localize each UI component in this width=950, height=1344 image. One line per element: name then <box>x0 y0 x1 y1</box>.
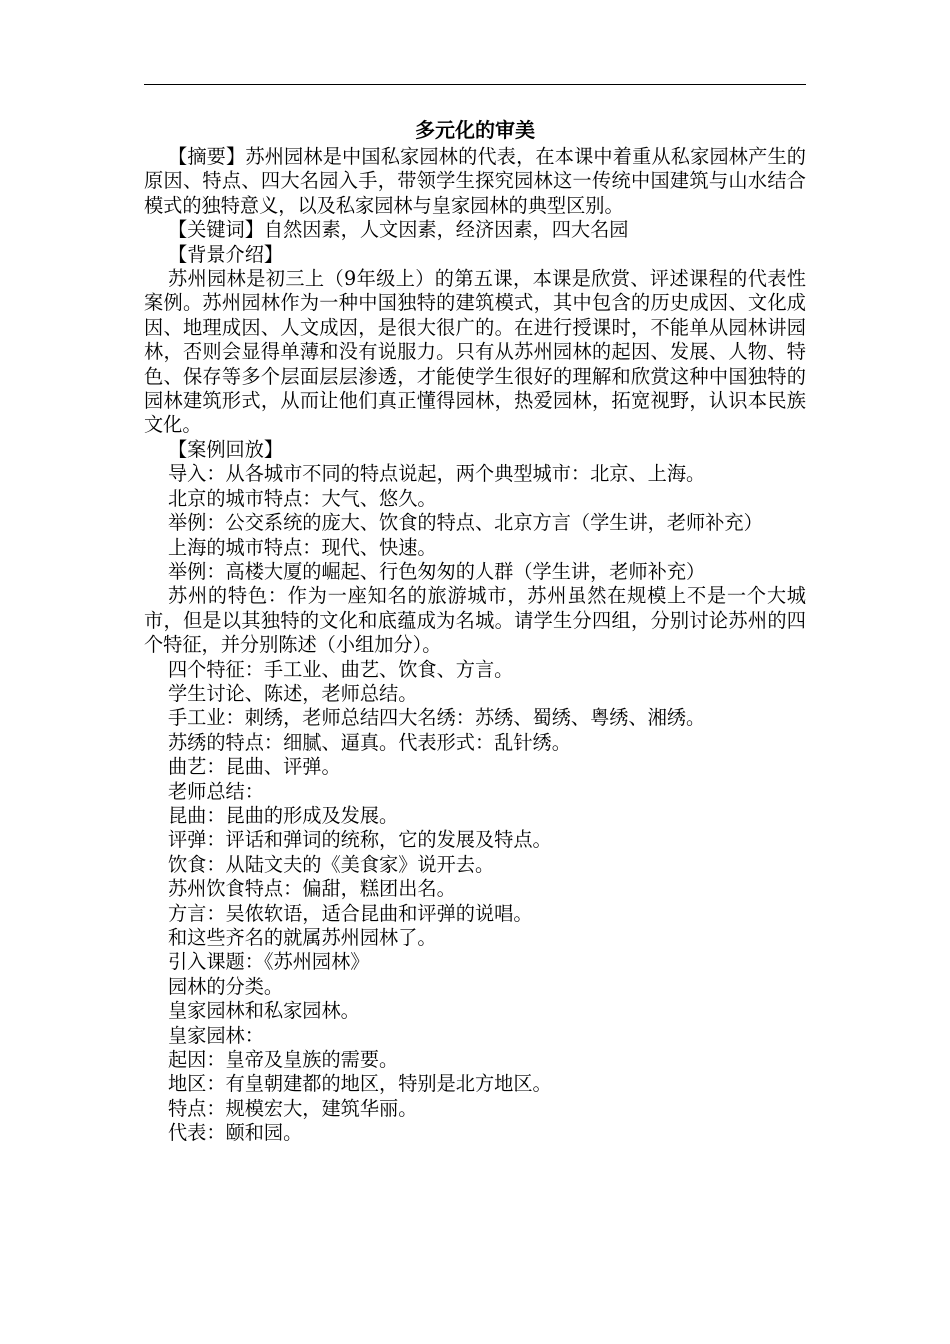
case-line: 北京的城市特点：大气、悠久。 <box>168 486 437 510</box>
case-line: 手工业：刺绣，老师总结四大名绣：苏绣、蜀绣、粤绣、湘绣。 <box>168 706 706 730</box>
case-line: 四个特征：手工业、曲艺、饮食、方言。 <box>168 657 514 681</box>
case-line: 举例：高楼大厦的崛起、行色匆匆的人群（学生讲，老师补充） <box>168 559 706 583</box>
document-title: 多元化的审美 <box>415 118 535 142</box>
case-line: 方言：吴侬软语，适合昆曲和评弹的说唱。 <box>168 901 533 925</box>
case-line: 园林的分类。 <box>168 974 284 998</box>
case-line: 苏州饮食特点：偏甜，糕团出名。 <box>168 877 456 901</box>
case-line: 曲艺：昆曲、评弹。 <box>168 755 341 779</box>
case-line: 苏绣的特点：细腻、逼真。代表形式：乱针绣。 <box>168 730 571 754</box>
case-line: 特点：规模宏大，建筑华丽。 <box>168 1096 418 1120</box>
case-line: 学生讨论、陈述，老师总结。 <box>168 681 418 705</box>
case-line: 地区：有皇朝建都的地区，特别是北方地区。 <box>168 1072 552 1096</box>
document-body <box>144 118 806 1146</box>
keywords-line: 【关键词】自然因素，人文因素，经济因素，四大名园 <box>168 218 629 242</box>
header-rule <box>144 84 806 85</box>
case-line: 饮食：从陆文夫的《美食家》说开去。 <box>168 852 495 876</box>
case-line: 和这些齐名的就属苏州园林了。 <box>168 926 437 949</box>
case-line: 代表：颐和园。 <box>168 1121 303 1145</box>
background-paragraph: 苏州园林是初三上（9年级上）的第五课，本课是欣赏、评述课程的代表性案例。苏州园林作为一种中国独特的建筑模式，其中包含的历史成因、文化成因、地理成因、人文成因，是很大很广的。在进行授课时，不能单从园林讲园林，否则会显得单薄和没有说服力。只有从苏州园林的起因、发展、人物、特色、保存等多个层面层层渗透，才能使学生很好的理解和欣赏这种中国独特的园林建筑形式，从而让他们真正懂得园林，热爱园林，拓宽视野，认识本民族文化。 <box>144 267 806 437</box>
case-line: 老师总结： <box>168 779 264 803</box>
case-line: 苏州的特色：作为一座知名的旅游城市，苏州虽然在规模上不是一个大城市，但是以其独特的文化和底蕴成为名城。请学生分四组，分别讨论苏州的四个特征，并分别陈述（小组加分）。 <box>144 584 806 657</box>
case-line: 昆曲：昆曲的形成及发展。 <box>168 803 399 827</box>
case-line: 上海的城市特点：现代、快速。 <box>168 535 437 559</box>
case-line: 引入课题：《苏州园林》 <box>168 950 370 974</box>
case-heading: 【案例回放】 <box>168 437 284 461</box>
case-line: 皇家园林和私家园林。 <box>168 999 360 1023</box>
abstract-paragraph: 【摘要】苏州园林是中国私家园林的代表，在本课中着重从私家园林产生的原因、特点、四大名园入手，带领学生探究园林这一传统中国建筑与山水结合模式的独特意义，以及私家园林与皇家园林的典型区别。 <box>144 145 806 217</box>
case-line: 评弹：评话和弹词的统称，它的发展及特点。 <box>168 828 552 852</box>
case-line: 导入：从各城市不同的特点说起，两个典型城市：北京、上海。 <box>168 462 706 486</box>
case-line: 皇家园林： <box>168 1023 264 1047</box>
case-line: 举例：公交系统的庞大、饮食的特点、北京方言（学生讲，老师补充） <box>168 511 763 535</box>
case-line: 起因：皇帝及皇族的需要。 <box>168 1048 399 1072</box>
case-lines <box>144 462 806 1145</box>
background-heading: 【背景介绍】 <box>168 242 284 266</box>
